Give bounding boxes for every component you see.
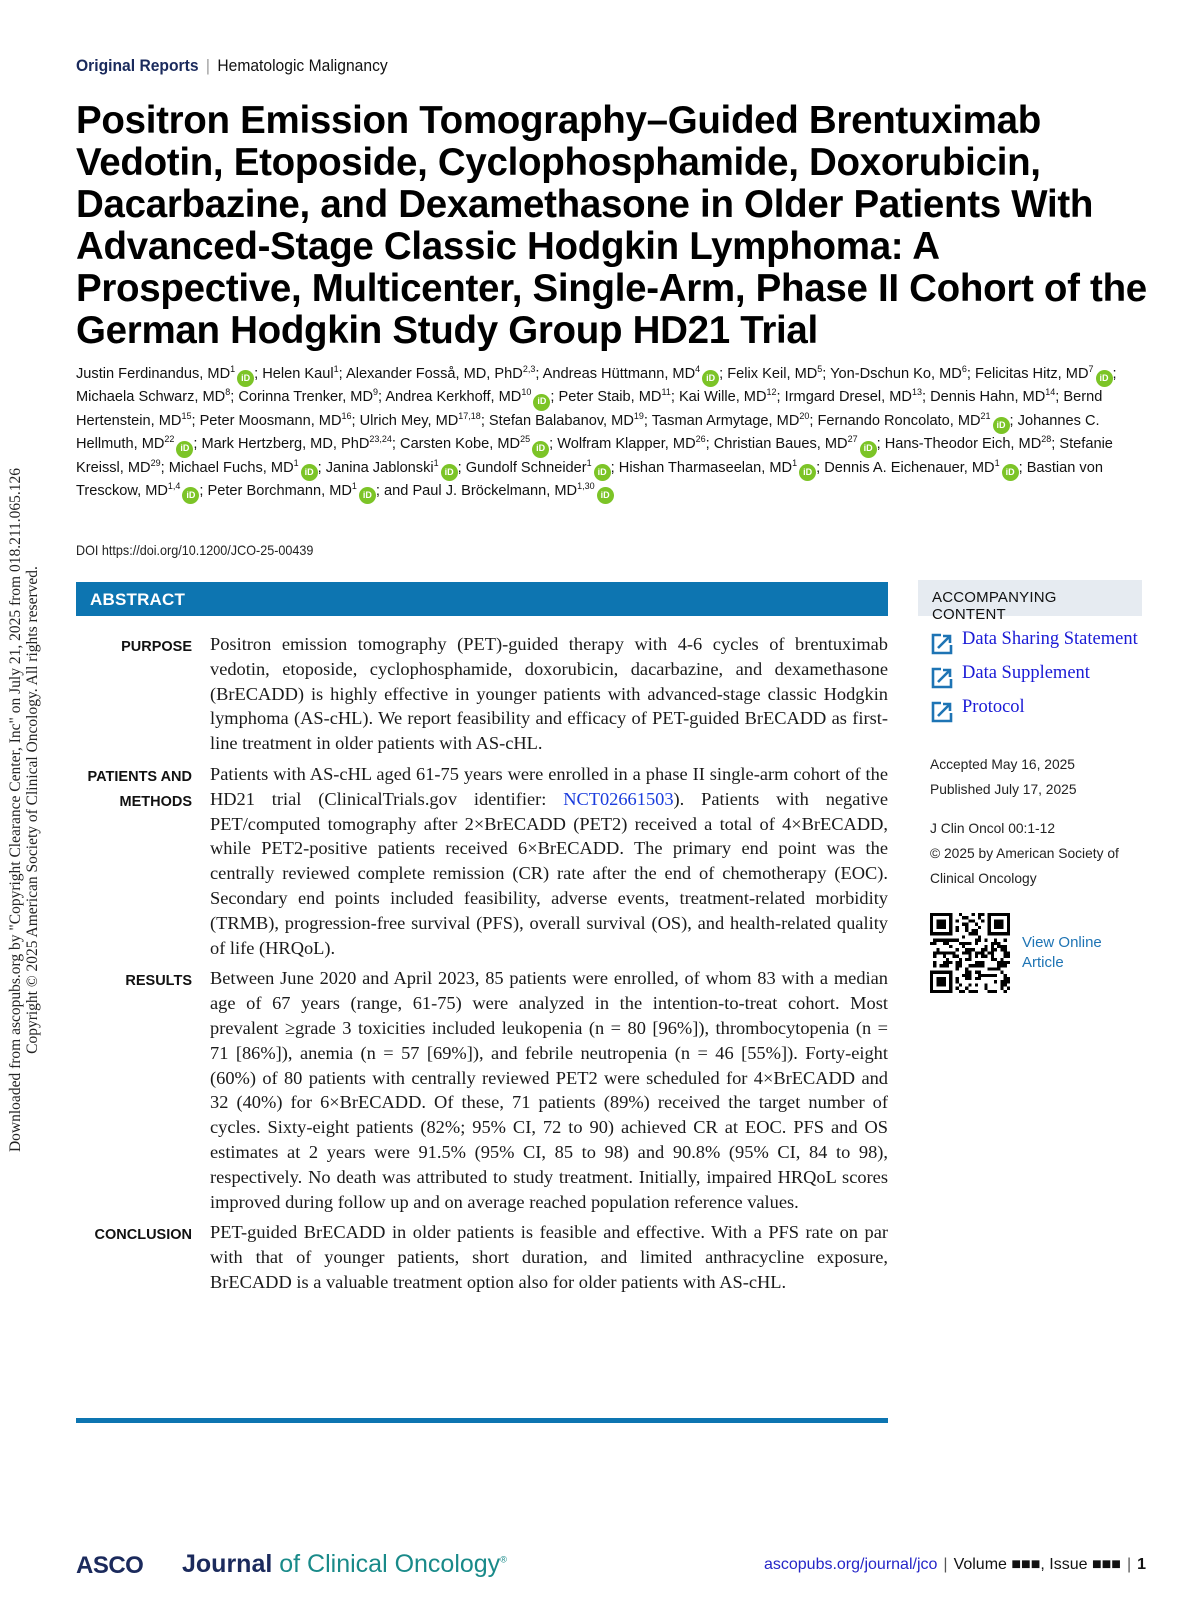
external-link-icon [930, 666, 954, 690]
orcid-icon[interactable]: iD [702, 370, 719, 387]
author [384, 483, 614, 499]
author-name: Johannes C. Hellmuth, MD [76, 412, 1100, 453]
external-link-icon [930, 700, 954, 724]
affiliation-number: 28 [1041, 434, 1052, 445]
author: Janina Jablonski$^1$iD ; [326, 460, 466, 476]
abstract-section-methods [76, 762, 888, 960]
author: Andrea Kerkhoff, MD$^{10}$iD ; [385, 389, 558, 405]
orcid-icon[interactable]: iD [594, 464, 611, 481]
author: Stefan Balabanov, MD$^{19}$; [488, 410, 652, 429]
author: Fernando Roncolato, MD$^{21}$iD ; [817, 413, 1017, 429]
author-name: Felix Keil, MD [727, 366, 818, 382]
affiliation-number: 20 [799, 410, 810, 421]
article-metadata [918, 752, 1142, 891]
author-name: Andreas Hüttmann, MD [542, 366, 696, 382]
author: Corinna Trenker, $MD^9$; [238, 387, 386, 406]
author-name: Carsten Kobe, MD [400, 436, 521, 453]
author: Alexander Fosså, MD, PhD$^{2,3}$; [345, 364, 543, 382]
abstract-label: PURPOSE [121, 639, 192, 655]
affiliation-number: 11 [661, 387, 671, 398]
affiliation-number: 9 [373, 387, 379, 398]
author: Bastian von Tresckow, MD$^{1,4}$iD ; [76, 460, 1103, 499]
author-name: Christian Baues, MD [713, 436, 848, 453]
affiliation-number: 25 [520, 434, 531, 445]
affiliation-number: 4 [695, 364, 701, 375]
link-label: Data Sharing Statement [962, 629, 1138, 649]
affiliation-number: 1,30 [577, 481, 595, 492]
author: Gundolf Schneider$^1$iD ; [466, 460, 619, 476]
author-name: Kai Wille, MD [678, 389, 767, 406]
affiliation-number: 1 [293, 457, 299, 468]
affiliation-number: 1 [333, 364, 339, 375]
journal-logo-bold: Journal [182, 1550, 273, 1578]
author: Justin Ferdinandus, $MD^1iD$ ; [76, 366, 262, 382]
author-name: Paul J. Bröckelmann, MD [412, 482, 578, 499]
accompanying-content-list [918, 630, 1142, 724]
volume-issue: Volume ■■■, Issue ■■■ [953, 1556, 1121, 1573]
sidebar [918, 580, 1142, 993]
author-name: Tasman Armytage, MD [651, 412, 800, 429]
qr-code-icon[interactable] [930, 913, 1010, 993]
affiliation-number: 1 [351, 481, 357, 492]
abstract-text: Positron emission tomography (PET)-guided therapy with 4-6 cycles of brentuximab vedotin, etoposide, cyclophosphamide, doxorubicin, dacarbazine, and dexamethasone (BrECADD) is highly effective in younger patients with advanced-stage classic Hodgkin lymphoma (AS-cHL). We report feasibility and efficacy of PET-guided BrECADD as first-line treatment in older patients with AS-cHL. [210, 634, 888, 754]
abstract-text-part: ). Patients with negative PET/computed tomography after 2×BrECADD (PET2) received a total of 4×BrECADD, while PET2-positive patients received 6×BrECADD. The primary end point was the centrally reviewed complete remission (CR) rate after the end of chemotherapy (EOC). Secondary end points included feasibility, adverse events, treatment-related morbidity (TRMB), progression-free survival (PFS), overall survival (OS), and health-related quality of life (HRQoL). [210, 788, 888, 958]
accepted-date: Accepted May 16, 2025 [930, 757, 1075, 772]
affiliation-number: 26 [695, 434, 706, 445]
citation: J Clin Oncol 00:1-12 [930, 821, 1056, 836]
affiliation-number: 1 [433, 457, 439, 468]
affiliation-number: 17,18 [458, 410, 481, 421]
affiliation-number: 1 [994, 457, 1000, 468]
orcid-icon[interactable]: iD [182, 487, 199, 504]
orcid-icon[interactable]: iD [301, 464, 318, 481]
author: Ulrich Mey, MD$^{17,18}$; [359, 410, 489, 429]
affiliation-number: 1 [586, 457, 592, 468]
author-name: Helen Kaul [262, 366, 334, 382]
author-name: Bastian von Tresckow, MD [76, 459, 1103, 499]
author: Helen Kaul$^1$; [262, 364, 346, 382]
download-notice-line1: Downloaded from ascopubs.org by "Copyright Clearance Center, Inc" on July 21, 2025 from 018.211.065.126 [7, 467, 25, 1153]
affiliation-number: 6 [961, 364, 967, 375]
author-name: Stefan Balabanov, MD [488, 412, 634, 429]
author: Michaela Schwarz, $MD^8$; [76, 387, 239, 406]
author: Stefanie Kreissl, MD$^{29}$; [76, 436, 1113, 476]
affiliation-number: 16 [341, 410, 352, 421]
abstract-body [76, 632, 888, 1301]
orcid-icon[interactable]: iD [441, 464, 458, 481]
journal-url-link[interactable]: ascopubs.org/journal/jco [763, 1556, 938, 1573]
author-name: Stefanie Kreissl, MD [76, 436, 1113, 476]
author: Irmgard Dresel, MD$^{13}$; [784, 387, 931, 406]
affiliation-number: 21 [980, 410, 991, 421]
author-name: Yon-Dschun Ko, MD [830, 366, 962, 382]
view-online-block [918, 913, 1142, 993]
page-footer [76, 1548, 1146, 1582]
author: Hishan Tharmaseelan, $MD^1iD$ ; [619, 460, 824, 476]
author-name: Michaela Schwarz, MD [76, 389, 226, 406]
abstract-bottom-rule [76, 1418, 888, 1423]
author-name: Andrea Kerkhoff, MD [385, 389, 522, 406]
author: Christian Baues, MD$^{27}$iD ; [714, 436, 885, 452]
author-name: Irmgard Dresel, MD [784, 389, 912, 406]
author-name: Peter Borchmann, MD [207, 482, 352, 499]
link-protocol[interactable] [930, 698, 1142, 724]
link-data-sharing-statement[interactable] [930, 630, 1142, 656]
author: Tasman Armytage, MD$^{20}$; [651, 410, 818, 429]
orcid-icon[interactable]: iD [1002, 464, 1019, 481]
author: Dennis Hahn, MD$^{14}$; [930, 387, 1064, 406]
link-data-supplement[interactable] [930, 664, 1142, 690]
affiliation-number: 12 [766, 387, 777, 398]
author-list [76, 364, 1156, 504]
orcid-icon[interactable]: iD [532, 441, 549, 458]
author-name: Ulrich Mey, MD [359, 412, 459, 429]
author-name: Dennis A. Eichenauer, MD [824, 459, 995, 476]
author: Hans-Theodor Eich, MD$^{28}$; [884, 434, 1060, 453]
orcid-icon[interactable]: iD [597, 487, 614, 504]
footer-info: ascopubs.org/journal/jco | Volume ■■■, Issue ■■■ | 1 [763, 1556, 1146, 1573]
affiliation-number: 1 [230, 364, 236, 375]
abstract-text [210, 762, 888, 960]
affiliation-number: 27 [847, 434, 858, 445]
author-name: Corinna Trenker, MD [238, 389, 373, 406]
abstract-heading: ABSTRACT [76, 582, 888, 616]
orcid-icon[interactable]: iD [860, 441, 877, 458]
author: Peter Staib, MD$^{11}$; [558, 387, 679, 406]
author-name: Peter Moosmann, MD [199, 412, 342, 429]
affiliation-number: 29 [150, 457, 161, 468]
author: Andreas Hüttmann, $MD^4iD$ ; [543, 366, 728, 382]
author-name: Gundolf Schneider [465, 459, 587, 476]
author-name: Peter Staib, MD [558, 389, 662, 406]
download-notice [4, 420, 44, 1200]
accompanying-content-heading: ACCOMPANYING CONTENT [918, 580, 1142, 616]
author-name: Bernd Hertenstein, MD [76, 389, 1103, 429]
orcid-icon[interactable]: iD [993, 417, 1010, 434]
journal-logo [182, 1550, 507, 1579]
author: Kai Wille, MD$^{12}$; [678, 387, 785, 406]
abstract-text-part: Patients with AS-cHL aged 61-75 years were enrolled in a phase II single-arm cohort of the HD21 trial (ClinicalTrials.gov identifier: [210, 763, 888, 809]
copyright: © 2025 by American Society of Clinical Oncology [930, 846, 1119, 886]
asco-logo: ASCO [76, 1552, 144, 1579]
author-name: Fernando Roncolato, MD [817, 412, 981, 429]
clinical-trial-link[interactable]: NCT02661503 [563, 788, 674, 809]
abstract-section-purpose [76, 632, 888, 756]
section-header [76, 56, 388, 76]
abstract-text: PET-guided BrECADD in older patients is feasible and effective. With a PFS rate on par with that of younger patients, short duration, and limited anthracycline exposure, BrECADD is a valuable treatment option also for older patients with AS-cHL. [210, 1222, 888, 1292]
external-link-icon [930, 632, 954, 656]
trademark: ® [500, 1554, 507, 1565]
abstract-label: CONCLUSION [94, 1227, 192, 1244]
affiliation-number: 5 [817, 364, 823, 375]
journal-logo-rest: of Clinical Oncology [272, 1550, 501, 1578]
orcid-icon[interactable]: iD [799, 464, 816, 481]
link-label: Protocol [962, 697, 1025, 717]
section-separator: | [205, 56, 210, 75]
orcid-icon[interactable]: iD [176, 441, 193, 458]
affiliation-number: 14 [1045, 387, 1056, 398]
author: Mark Hertzberg, MD, PhD$^{23,24}$; [201, 434, 401, 453]
author: Felicitas Hitz, $MD^7iD$ ; [975, 366, 1117, 382]
author-name: Alexander Fosså, MD, PhD [345, 366, 523, 382]
author: Carsten Kobe, MD$^{25}$iD ; [400, 436, 557, 452]
abstract-section-conclusion [76, 1220, 888, 1294]
orcid-icon[interactable]: iD [1096, 370, 1113, 387]
affiliation-number: 1 [792, 457, 798, 468]
abstract-label: PATIENTS AND METHODS [87, 768, 192, 810]
affiliation-number: 1,4 [167, 481, 181, 492]
author-name: Michael Fuchs, MD [168, 459, 294, 476]
abstract-section-results [76, 966, 888, 1214]
abstract-label: RESULTS [125, 973, 192, 990]
view-online-article-link[interactable]: View Online Article [1022, 934, 1102, 971]
download-notice-line2: Copyright © 2025 American Society of Clinical Oncology. All rights reserved. [24, 566, 42, 1054]
author-name: Hans-Theodor Eich, MD [884, 436, 1042, 453]
section-label: Original Reports [76, 56, 199, 75]
author-name: Dennis Hahn, MD [930, 389, 1046, 406]
orcid-icon[interactable]: iD [533, 394, 550, 411]
author: Peter Moosmann, MD$^{16}$; [199, 410, 360, 429]
published-date: Published July 17, 2025 [930, 782, 1077, 797]
author-name: Justin Ferdinandus, MD [76, 366, 231, 382]
author: Wolfram Klapper, MD$^{26}$; [557, 434, 714, 453]
author-conjunction: and [384, 482, 413, 499]
page-number: 1 [1137, 1556, 1146, 1573]
author: Michael Fuchs, $MD^1iD$ ; [169, 460, 326, 476]
article-title: Positron Emission Tomography–Guided Brentuximab Vedotin, Etoposide, Cyclophosphamide, Doxorubicin, Dacarbazine, and Dexamethasone in Older Patients With Advanced-Stage Classic Hodgkin Lymphoma: A Prospective, Multicenter, Single-Arm, Phase II Cohort of the German Hodgkin Study Group HD21 Trial [76, 99, 1147, 352]
author-name: Wolfram Klapper, MD [557, 436, 696, 453]
affiliation-number: 19 [633, 410, 644, 421]
author: Dennis A. Eichenauer, $MD^1iD$ ; [824, 460, 1026, 476]
author-name: Mark Hertzberg, MD, PhD [201, 436, 370, 453]
author: Felix Keil, $MD^5$; [727, 364, 831, 382]
author: Bernd Hertenstein, MD$^{15}$; [76, 389, 1103, 429]
affiliation-number: 23,24 [369, 434, 392, 445]
affiliation-number: 15 [181, 410, 192, 421]
author-name: Hishan Tharmaseelan, MD [618, 459, 793, 476]
affiliation-number: 7 [1088, 364, 1094, 375]
affiliation-number: 13 [911, 387, 922, 398]
author-name: Janina Jablonski [325, 459, 434, 476]
orcid-icon[interactable]: iD [359, 487, 376, 504]
author-name: Felicitas Hitz, MD [974, 366, 1089, 382]
orcid-icon[interactable]: iD [237, 370, 254, 387]
doi[interactable]: DOI https://doi.org/10.1200/JCO-25-00439 [76, 542, 314, 558]
affiliation-number: 10 [521, 387, 532, 398]
author: Peter Borchmann, $MD^1iD$ ; [208, 483, 385, 499]
author: Johannes C. Hellmuth, MD$^{22}$iD ; [76, 413, 1100, 452]
link-label: Data Supplement [962, 663, 1090, 683]
subsection-label: Hematologic Malignancy [217, 56, 388, 75]
affiliation-number: 22 [164, 434, 175, 445]
abstract-text: Between June 2020 and April 2023, 85 patients were enrolled, of whom 83 with a median age of 67 years (range, 61-75) were analyzed in the intention-to-treat cohort. Most prevalent ≥grade 3 toxicities included leukopenia (n = 80 [96%]), thrombocytopenia (n = 71 [86%]), anemia (n = 57 [69%]), and febrile neutropenia (n = 46 [55%]). Forty-eight (60%) of 80 patients with centrally reviewed PET2 were scheduled for 4×BrECADD and 32 (40%) for 6×BrECADD. Of these, 71 patients (89%) received the target number of cycles. Sixty-eight patients (82%; 95% CI, 72 to 90) achieved CR at EOC. PFS and OS estimates at 2 years were 91.5% (95% CI, 85 to 98) and 90.8% (95% CI, 84 to 98), respectively. No death was attributed to study treatment. Initially, impaired HRQoL scores improved during follow up and on average reached population reference values. [210, 968, 888, 1212]
author: Yon-Dschun Ko, $MD^6$; [830, 364, 975, 382]
affiliation-number: 2,3 [522, 364, 536, 375]
affiliation-number: 8 [225, 387, 231, 398]
